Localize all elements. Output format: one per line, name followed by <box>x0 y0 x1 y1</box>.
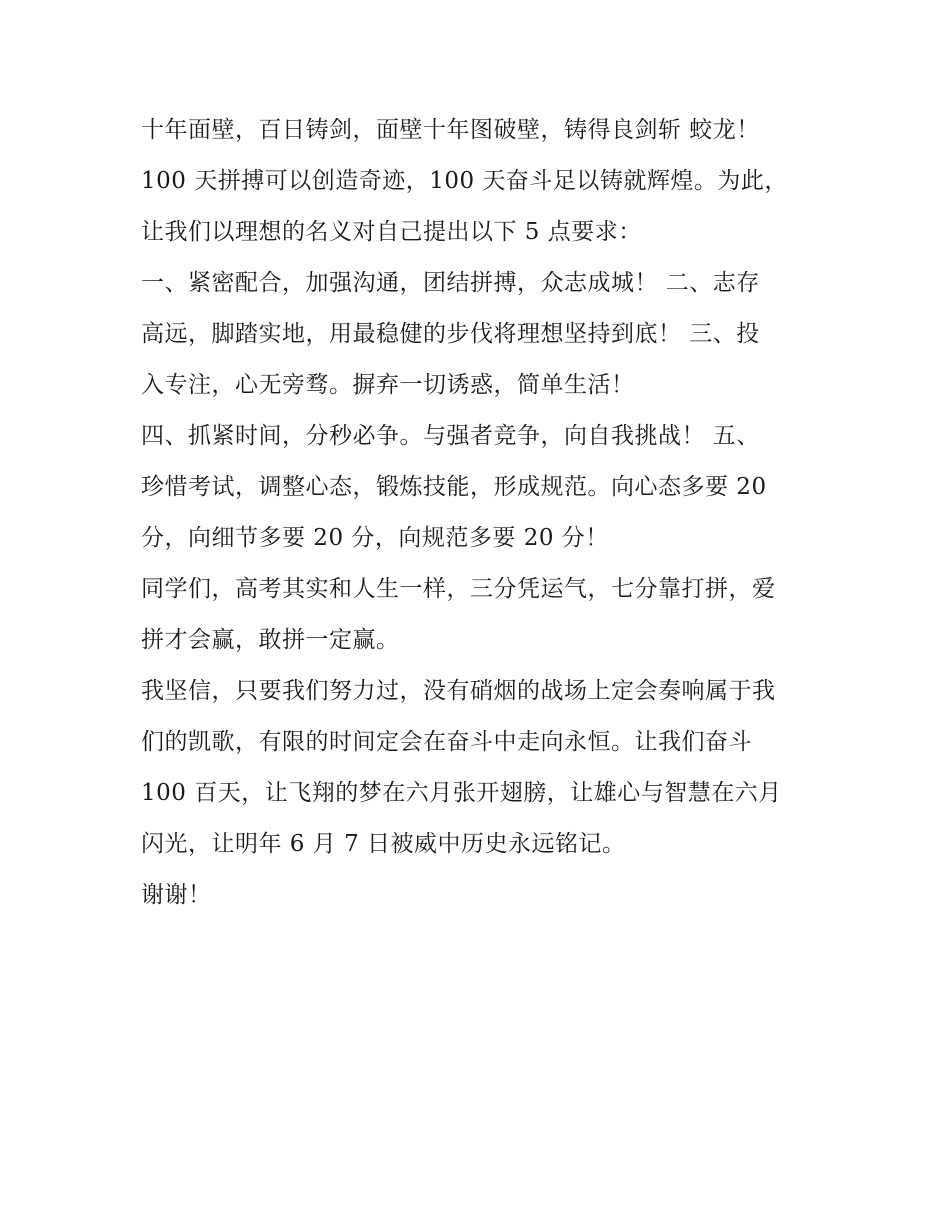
text-line: 珍惜考试，调整心态，锻炼技能，形成规范。向心态多要 20 <box>141 474 767 500</box>
text-line: 十年面壁，百日铸剑，面壁十年图破壁，铸得良剑斩 蛟龙！ <box>141 117 760 143</box>
text-line: 100 天拼搏可以创造奇迹，100 天奋斗足以铸就辉煌。为此， <box>141 168 788 194</box>
closing-line: 谢谢！ <box>141 882 212 908</box>
document-body <box>141 105 821 921</box>
text-line: 拼才会赢，敢拼一定赢。 <box>141 627 400 653</box>
text-line: 们的凯歌，有限的时间定会在奋斗中走向永恒。让我们奋斗 <box>141 729 752 755</box>
text-line: 一、紧密配合，加强沟通，团结拼搏，众志成城！ 二、志存 <box>141 270 760 296</box>
text-line: 100 百天，让飞翔的梦在六月张开翅膀，让雄心与智慧在六月 <box>141 780 782 806</box>
text-line: 同学们，高考其实和人生一样，三分凭运气，七分靠打拼，爱 <box>141 576 776 602</box>
text-line: 我坚信，只要我们努力过，没有硝烟的战场上定会奏响属于我 <box>141 678 776 704</box>
text-line: 高远，脚踏实地，用最稳健的步伐将理想坚持到底！ 三、投 <box>141 321 760 347</box>
text-line: 入专注，心无旁骛。摒弃一切诱惑，简单生活！ <box>141 372 635 398</box>
text-line: 四、抓紧时间，分秒必争。与强者竞争，向自我挑战！ 五、 <box>141 423 760 449</box>
text-line: 分，向细节多要 20 分，向规范多要 20 分！ <box>141 525 609 551</box>
text-line: 闪光，让明年 6 月 7 日被威中历史永远铭记。 <box>141 831 626 857</box>
text-line: 让我们以理想的名义对自己提出以下 5 点要求： <box>141 219 642 245</box>
